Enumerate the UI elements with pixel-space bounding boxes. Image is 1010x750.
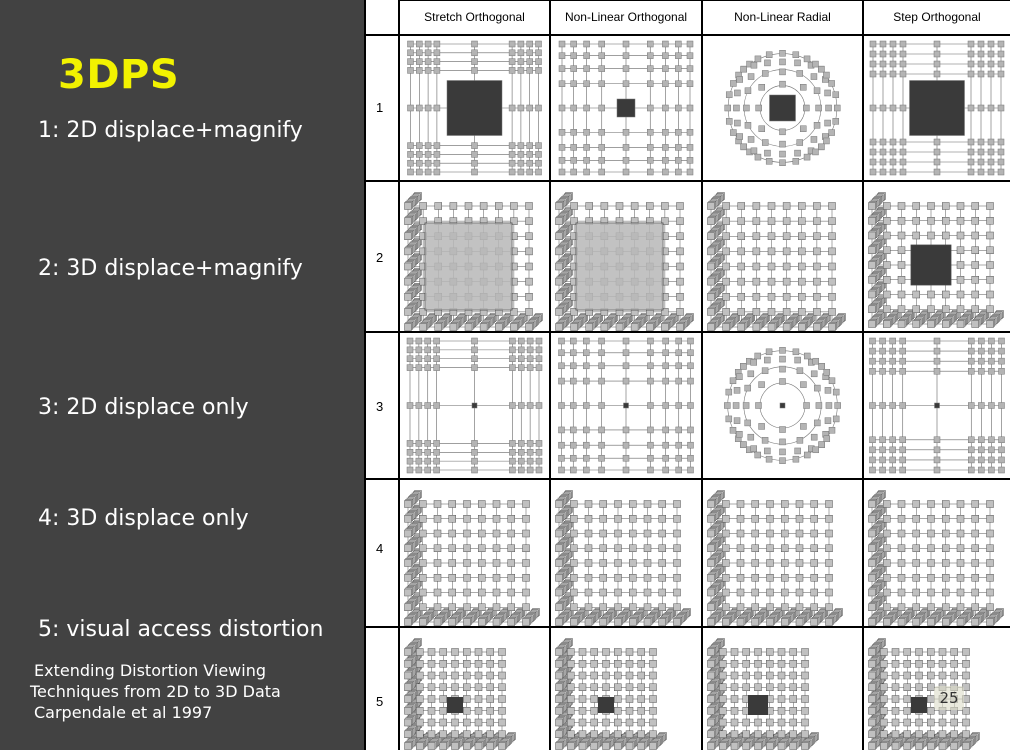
- thumbnail-graphic: [703, 182, 862, 331]
- thumbnail-graphic: [703, 628, 862, 750]
- thumbnail-row4-step-orthogonal: [864, 480, 1010, 626]
- thumbnail-row3-non-linear-radial: [703, 333, 862, 478]
- column-header-step-orthogonal: Step Orthogonal: [893, 10, 981, 24]
- thumbnail-graphic: [864, 480, 1010, 626]
- thumbnail-row4-non-linear-orthogonal: [551, 480, 701, 626]
- column-header-non-linear-radial: Non-Linear Radial: [734, 10, 831, 24]
- thumbnail-row5-non-linear-radial: [703, 628, 862, 750]
- citation-line-2: Techniques from 2D to 3D Data: [30, 682, 281, 701]
- row-header-1: 1: [376, 100, 384, 115]
- row-header-4: 4: [376, 541, 384, 556]
- row-header-5: 5: [376, 694, 384, 709]
- thumbnail-row2-non-linear-orthogonal: [551, 182, 701, 331]
- thumbnail-graphic: [551, 36, 701, 180]
- thumbnail-graphic: [864, 36, 1010, 180]
- thumbnail-graphic: [400, 628, 549, 750]
- thumbnail-row1-non-linear-orthogonal: [551, 36, 701, 180]
- thumbnail-row3-non-linear-orthogonal: [551, 333, 701, 478]
- thumbnail-row2-stretch-orthogonal: [400, 182, 549, 331]
- thumbnail-row1-stretch-orthogonal: [400, 36, 549, 180]
- page-number: 25: [934, 686, 964, 710]
- table-col-divider: [364, 0, 366, 750]
- citation: [30, 660, 281, 723]
- thumbnail-graphic: [864, 182, 1010, 331]
- thumbnail-graphic: [551, 182, 701, 331]
- thumbnail-row2-step-orthogonal: [864, 182, 1010, 331]
- list-item-5: 5: visual access distortion: [38, 617, 324, 642]
- thumbnail-graphic: [551, 628, 701, 750]
- thumbnail-row2-non-linear-radial: [703, 182, 862, 331]
- list-item-2: 2: 3D displace+magnify: [38, 256, 303, 281]
- table-border-top: [398, 0, 1010, 1]
- column-header-stretch-orthogonal: Stretch Orthogonal: [424, 10, 525, 24]
- thumbnail-row4-stretch-orthogonal: [400, 480, 549, 626]
- thumbnail-row1-step-orthogonal: [864, 36, 1010, 180]
- list-item-4: 4: 3D displace only: [38, 506, 249, 531]
- row-header-3: 3: [376, 399, 384, 414]
- thumbnail-graphic: [703, 480, 862, 626]
- thumbnail-graphic: [551, 333, 701, 478]
- column-header-non-linear-orthogonal: Non-Linear Orthogonal: [564, 10, 688, 24]
- thumbnail-graphic: [703, 333, 862, 478]
- thumbnail-row5-stretch-orthogonal: [400, 628, 549, 750]
- slide-text-panel: [0, 0, 364, 750]
- citation-line-1: Extending Distortion Viewing: [34, 661, 267, 680]
- thumbnail-graphic: [551, 480, 701, 626]
- thumbnail-row1-non-linear-radial: [703, 36, 862, 180]
- thumbnail-graphic: [400, 480, 549, 626]
- thumbnail-row3-step-orthogonal: [864, 333, 1010, 478]
- thumbnail-row5-non-linear-orthogonal: [551, 628, 701, 750]
- thumbnail-row3-stretch-orthogonal: [400, 333, 549, 478]
- thumbnail-graphic: [400, 36, 549, 180]
- list-item-1: 1: 2D displace+magnify: [38, 118, 303, 143]
- citation-line-3: Carpendale et al 1997: [34, 703, 213, 722]
- thumbnail-row4-non-linear-radial: [703, 480, 862, 626]
- slide-title: 3DPS: [58, 52, 180, 98]
- list-item-3: 3: 2D displace only: [38, 395, 249, 420]
- thumbnail-graphic: [703, 36, 862, 180]
- row-header-2: 2: [376, 250, 384, 265]
- thumbnail-graphic: [400, 182, 549, 331]
- figure-table: [364, 0, 1010, 750]
- thumbnail-graphic: [864, 333, 1010, 478]
- thumbnail-graphic: [400, 333, 549, 478]
